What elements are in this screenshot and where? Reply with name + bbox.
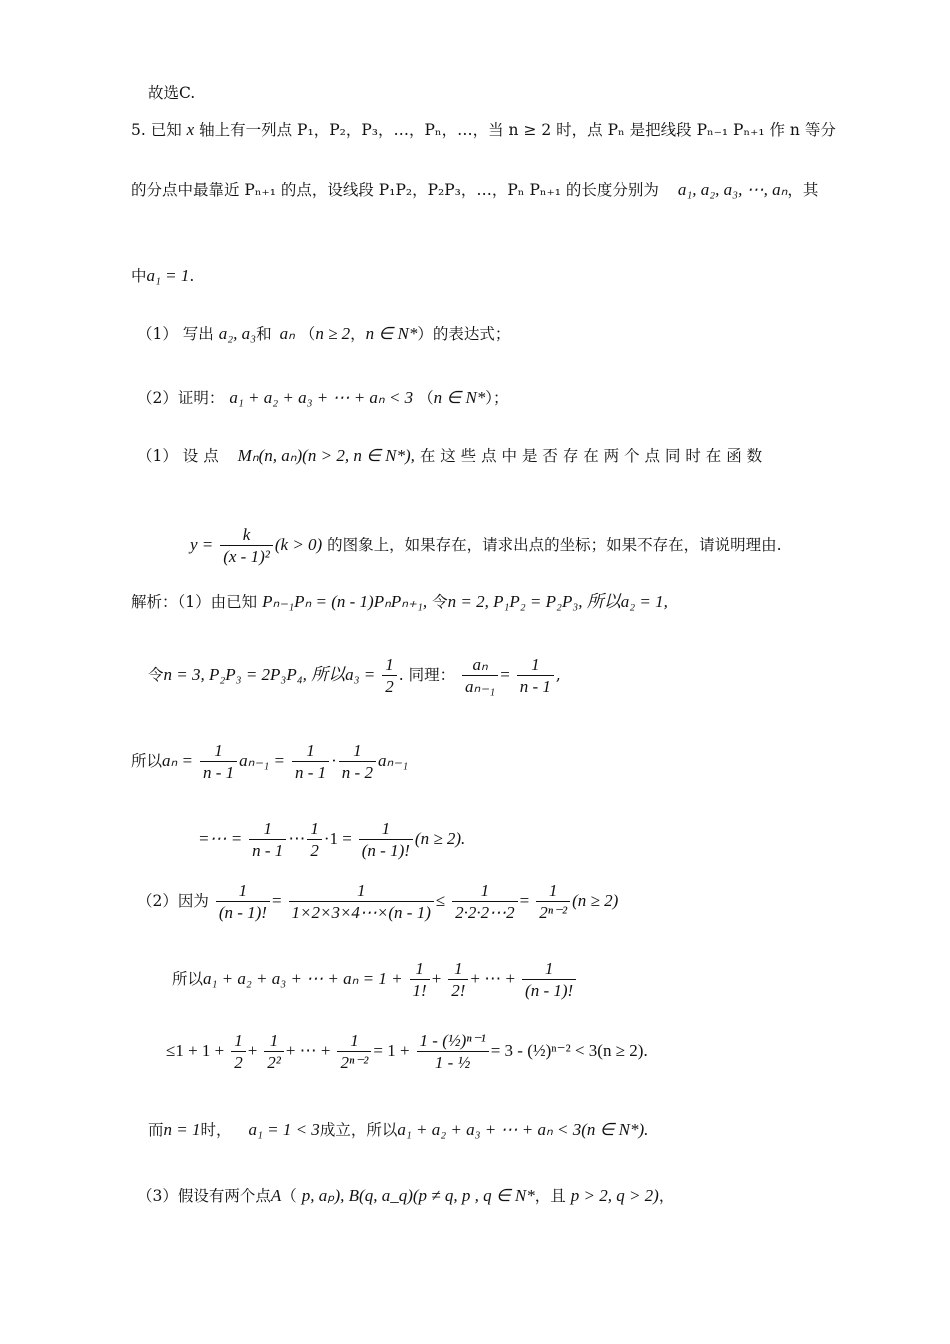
solution-text: （2）因为 [137, 891, 209, 910]
denominator: 2ⁿ⁻² [340, 1053, 369, 1073]
numerator: 1 [536, 880, 570, 902]
numerator: 1 [289, 880, 434, 902]
numerator: 1 [522, 958, 576, 980]
fraction [231, 1030, 246, 1074]
fraction [536, 880, 570, 924]
question-label: （1） 设 点 [137, 447, 219, 465]
numerator: 1 [216, 880, 270, 902]
denominator: n - 1 [252, 841, 284, 861]
fraction [307, 818, 322, 862]
dot: · [331, 750, 337, 770]
formula: (n ≥ 2). [414, 828, 466, 848]
fraction [200, 740, 237, 784]
numerator: k [220, 524, 273, 546]
solution-text: 同理： [408, 665, 456, 684]
formula: ·1 = [323, 828, 352, 848]
denominator: 2 [234, 1053, 243, 1073]
numerator: aₙ [462, 654, 498, 676]
bracket: （ [418, 389, 434, 407]
numerator: 1 [359, 818, 413, 840]
answer-text: 故选C. [148, 84, 196, 102]
solution-line-4 [198, 818, 465, 862]
formula: aₙ = [162, 750, 194, 770]
bracket: （ [281, 1187, 297, 1205]
formula: = 3 - (½)ⁿ⁻² < 3(n ≥ 2). [490, 1040, 648, 1060]
denominator: n - 1 [519, 677, 551, 697]
denominator: n - 1 [294, 763, 327, 783]
solution-text: 所以 [172, 969, 204, 988]
formula: a₂, a₃ [218, 324, 257, 343]
numerator: 1 [307, 818, 322, 840]
fraction [522, 958, 576, 1002]
formula: y = [190, 534, 214, 554]
formula: aₙ₋₁ [377, 750, 409, 770]
question-label: （1） 写出 [137, 325, 214, 343]
fraction [359, 818, 413, 862]
problem-text: 轴上有一列点 P₁，P₂，P₃，…，Pₙ，…，当 n ≥ 2 时，点 Pₙ 是把线段 Pₙ₋₁ Pₙ₊₁ 作 n 等分 [194, 121, 836, 139]
formula: ≤1 + 1 + [166, 1040, 225, 1060]
equals: = [500, 664, 510, 684]
numerator: 1 [410, 958, 430, 980]
solution-text: 解析：（1）由已知 [131, 593, 258, 611]
equals: = [271, 890, 282, 910]
numerator: 1 [448, 958, 468, 980]
fraction [448, 958, 468, 1002]
denominator: 2 [385, 677, 394, 697]
fraction [517, 654, 554, 698]
solution-text: （3）假设有两个点 [137, 1187, 271, 1205]
solution-line-2 [148, 654, 561, 698]
formula: n = 1 [163, 1120, 201, 1139]
question-text: 在 这 些 点 中 是 否 存 在 两 个 点 同 时 在 函 数 [419, 447, 763, 465]
numerator: 1 - (½)ⁿ⁻¹ [417, 1030, 489, 1052]
denominator: 1×2×3×4⋯×(n - 1) [291, 903, 431, 923]
solution-text: 令 [148, 665, 164, 684]
function-line [190, 524, 782, 568]
formula: =⋯ = [198, 828, 243, 848]
formula: (k > 0) [274, 534, 323, 554]
formula: p > 2, q > 2) [570, 1186, 659, 1205]
formula: a₁ + a₂ + a₃ + ⋯ + aₙ < 3(n ∈ N*). [397, 1120, 649, 1139]
numerator: 1 [292, 740, 329, 762]
solution-text: 成立，所以 [319, 1121, 398, 1139]
problem-text: 中 [131, 267, 147, 285]
denominator: 2 [310, 841, 319, 861]
formula: aₙ₋₁ = [239, 750, 286, 770]
numerator: 1 [337, 1030, 371, 1052]
formula: aₙ [279, 324, 295, 343]
fraction [337, 1030, 371, 1074]
denominator: 2! [451, 981, 466, 1001]
fraction [339, 740, 376, 784]
denominator: aₙ₋₁ [465, 677, 496, 697]
formula: n ≥ 2 [315, 324, 351, 343]
solution-line-3 [131, 740, 408, 784]
denominator: n - 1 [202, 763, 235, 783]
fraction [216, 880, 270, 924]
formula: n = 3, P₂P₃ = 2P₃P₄, 所以a₃ = [163, 664, 376, 684]
problem-5-line-3 [131, 266, 194, 286]
denominator: 1 - ½ [434, 1053, 471, 1073]
bracket: （ [299, 325, 316, 343]
fraction [417, 1030, 489, 1074]
ellipsis: ⋯ [288, 828, 306, 848]
solution-text: 时， [200, 1121, 232, 1139]
numerator: 1 [517, 654, 554, 676]
sequence-formula: a₁, a₂, a₃, ⋯, aₙ [677, 180, 788, 199]
formula: n ∈ N* [365, 324, 418, 343]
plus: + [431, 968, 442, 988]
fraction [264, 1030, 284, 1074]
ellipsis: + ⋯ + [470, 968, 516, 988]
formula: A [270, 1186, 282, 1205]
denominator: 2ⁿ⁻² [539, 903, 568, 923]
solution-text: ，且 [534, 1187, 566, 1205]
question-text: 和 [256, 325, 272, 343]
solution-text: 而 [148, 1121, 164, 1139]
formula: (n ≥ 2) [572, 890, 619, 910]
denominator: (n - 1)! [218, 903, 267, 923]
denominator: (n - 1)! [361, 841, 410, 861]
formula: Pₙ₋₁Pₙ = (n - 1)PₙPₙ₊₁, [262, 592, 428, 611]
fraction [289, 880, 434, 924]
solution-part-2-line-4 [148, 1120, 648, 1140]
question-2 [137, 388, 509, 408]
numerator: 1 [264, 1030, 284, 1052]
solution-part-3-line-1 [137, 1186, 674, 1206]
numerator: 1 [200, 740, 237, 762]
question-text: ）； [485, 389, 509, 407]
numerator: 1 [249, 818, 286, 840]
inequality-formula: a₁ + a₂ + a₃ + ⋯ + aₙ < 3 [229, 388, 414, 407]
formula: n ∈ N* [433, 388, 486, 407]
fraction [382, 654, 397, 698]
numerator: 1 [452, 880, 518, 902]
numerator: 1 [231, 1030, 246, 1052]
x-var: x [186, 120, 195, 139]
punctuation: . [398, 665, 404, 684]
ellipsis: + ⋯ + [285, 1040, 331, 1060]
punctuation: ， [350, 325, 366, 343]
problem-text: ，其 [787, 181, 819, 199]
fraction [452, 880, 518, 924]
leq: ≤ [435, 890, 446, 910]
point-formula: Mₙ(n, aₙ)(n > 2, n ∈ N*), [237, 446, 415, 465]
punctuation: . [189, 267, 195, 285]
fraction [249, 818, 286, 862]
denominator: 1! [412, 981, 427, 1001]
denominator: 2² [267, 1053, 281, 1073]
problem-text: 的分点中最靠近 Pₙ₊₁ 的点，设线段 P₁P₂，P₂P₃，…，Pₙ Pₙ₊₁ 的长度分别为 [131, 181, 659, 199]
problem-5-line-1 [131, 120, 836, 140]
solution-part-2-line-3 [166, 1030, 648, 1074]
a1-formula: a₁ = 1 [146, 266, 190, 285]
denominator: (x - 1)² [223, 547, 270, 567]
question-text: 的图象上，如果存在，请求出点的坐标；如果不存在，请说明理由. [327, 535, 782, 554]
denominator: (n - 1)! [525, 981, 574, 1001]
solution-part-2-line-1 [137, 880, 618, 924]
problem-number: 5. 已知 [131, 121, 187, 139]
numerator: 1 [382, 654, 397, 676]
question-1 [137, 324, 510, 344]
formula: n = 2, P₁P₂ = P₂P₃, 所以a₂ = 1, [447, 592, 668, 611]
formula: a₁ + a₂ + a₃ + ⋯ + aₙ = 1 + [203, 968, 403, 988]
plus: + [247, 1040, 258, 1060]
punctuation: , [555, 665, 561, 684]
question-text: ）的表达式； [417, 325, 511, 343]
problem-5-line-2 [131, 180, 818, 200]
equals: = [519, 890, 530, 910]
fraction [462, 654, 498, 698]
punctuation: ， [658, 1187, 675, 1205]
fraction [410, 958, 430, 1002]
question-3 [137, 446, 762, 466]
answer-line [148, 84, 195, 103]
denominator: 2·2·2⋯2 [455, 903, 515, 923]
formula: p, aₚ), B(q, a_q)(p ≠ q, p , q ∈ N* [301, 1186, 535, 1205]
denominator: n - 2 [341, 763, 373, 783]
solution-text: 令 [432, 593, 448, 611]
solution-part-2-line-2 [172, 958, 578, 1002]
numerator: 1 [339, 740, 376, 762]
formula: a₁ = 1 < 3 [248, 1120, 320, 1139]
solution-line-1 [131, 592, 668, 612]
solution-text: 所以 [131, 751, 163, 770]
fraction [220, 524, 273, 568]
fraction [292, 740, 329, 784]
formula: = 1 + [373, 1040, 410, 1060]
question-label: （2）证明： [137, 389, 225, 407]
